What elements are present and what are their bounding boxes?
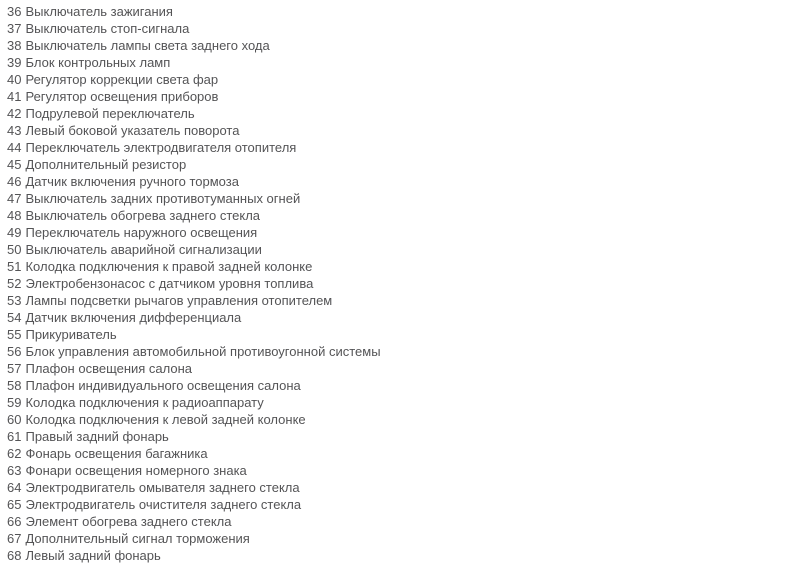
list-item — [7, 224, 787, 241]
list-item — [7, 377, 787, 394]
item-number: 55 — [7, 327, 22, 342]
list-item — [7, 156, 787, 173]
item-number: 57 — [7, 361, 22, 376]
item-number: 64 — [7, 480, 22, 495]
item-label: Выключатель задних противотуманных огней — [25, 191, 301, 206]
item-number: 62 — [7, 446, 22, 461]
item-label: Датчик включения дифференциала — [25, 310, 242, 325]
item-number: 49 — [7, 225, 22, 240]
item-label: Выключатель стоп-сигнала — [25, 21, 190, 36]
list-item — [7, 394, 787, 411]
item-number: 66 — [7, 514, 22, 529]
item-number: 46 — [7, 174, 22, 189]
item-number: 44 — [7, 140, 22, 155]
item-number: 38 — [7, 38, 22, 53]
item-number: 41 — [7, 89, 22, 104]
item-number: 58 — [7, 378, 22, 393]
item-label: Датчик включения ручного тормоза — [25, 174, 239, 189]
item-number: 36 — [7, 4, 22, 19]
item-label: Колодка подключения к правой задней колонке — [25, 259, 313, 274]
list-item — [7, 445, 787, 462]
list-item — [7, 207, 787, 224]
item-label: Блок управления автомобильной противоугонной системы — [25, 344, 381, 359]
list-item — [7, 71, 787, 88]
item-number: 40 — [7, 72, 22, 87]
item-number: 50 — [7, 242, 22, 257]
item-label: Плафон индивидуального освещения салона — [25, 378, 301, 393]
list-item — [7, 20, 787, 37]
list-item — [7, 496, 787, 513]
item-label: Плафон освещения салона — [25, 361, 193, 376]
list-item — [7, 258, 787, 275]
item-number: 53 — [7, 293, 22, 308]
item-number: 47 — [7, 191, 22, 206]
list-item — [7, 54, 787, 71]
item-label: Дополнительный резистор — [25, 157, 187, 172]
item-number: 61 — [7, 429, 22, 444]
item-number: 42 — [7, 106, 22, 121]
item-label: Колодка подключения к левой задней колонке — [25, 412, 306, 427]
item-label: Выключатель аварийной сигнализации — [25, 242, 262, 257]
list-item — [7, 343, 787, 360]
list-item — [7, 530, 787, 547]
list-item — [7, 139, 787, 156]
list-item — [7, 3, 787, 20]
list-item — [7, 292, 787, 309]
item-number: 52 — [7, 276, 22, 291]
item-label: Электродвигатель омывателя заднего стекла — [25, 480, 300, 495]
item-number: 68 — [7, 548, 22, 563]
list-item — [7, 326, 787, 343]
item-label: Переключатель электродвигателя отопителя — [25, 140, 297, 155]
item-label: Левый задний фонарь — [25, 548, 161, 563]
list-item — [7, 411, 787, 428]
item-label: Подрулевой переключатель — [25, 106, 195, 121]
item-label: Правый задний фонарь — [25, 429, 169, 444]
item-number: 56 — [7, 344, 22, 359]
list-item — [7, 479, 787, 496]
item-number: 39 — [7, 55, 22, 70]
item-label: Электродвигатель очистителя заднего стекла — [25, 497, 302, 512]
item-label: Выключатель зажигания — [25, 4, 173, 19]
list-item — [7, 309, 787, 326]
item-number: 54 — [7, 310, 22, 325]
item-number: 48 — [7, 208, 22, 223]
item-label: Электробензонасос с датчиком уровня топлива — [25, 276, 314, 291]
item-number: 65 — [7, 497, 22, 512]
list-item — [7, 241, 787, 258]
item-label: Блок контрольных ламп — [25, 55, 171, 70]
item-number: 37 — [7, 21, 22, 36]
item-number: 45 — [7, 157, 22, 172]
list-item — [7, 360, 787, 377]
list-item — [7, 513, 787, 530]
list-item — [7, 122, 787, 139]
item-number: 67 — [7, 531, 22, 546]
list-item — [7, 275, 787, 292]
list-item — [7, 190, 787, 207]
item-label: Лампы подсветки рычагов управления отопителем — [25, 293, 333, 308]
item-label: Переключатель наружного освещения — [25, 225, 258, 240]
item-label: Элемент обогрева заднего стекла — [25, 514, 232, 529]
item-label: Дополнительный сигнал торможения — [25, 531, 250, 546]
item-label: Выключатель лампы света заднего хода — [25, 38, 270, 53]
list-item — [7, 462, 787, 479]
item-label: Регулятор коррекции света фар — [25, 72, 219, 87]
item-number: 59 — [7, 395, 22, 410]
item-label: Прикуриватель — [25, 327, 117, 342]
list-item — [7, 105, 787, 122]
item-label: Фонарь освещения багажника — [25, 446, 208, 461]
list-item — [7, 547, 787, 564]
item-number: 43 — [7, 123, 22, 138]
item-label: Выключатель обогрева заднего стекла — [25, 208, 261, 223]
item-number: 51 — [7, 259, 22, 274]
item-number: 60 — [7, 412, 22, 427]
item-label: Колодка подключения к радиоаппарату — [25, 395, 264, 410]
item-label: Регулятор освещения приборов — [25, 89, 219, 104]
list-item — [7, 88, 787, 105]
item-number: 63 — [7, 463, 22, 478]
list-item — [7, 37, 787, 54]
list-item — [7, 173, 787, 190]
item-label: Левый боковой указатель поворота — [25, 123, 240, 138]
list-item — [7, 428, 787, 445]
item-label: Фонари освещения номерного знака — [25, 463, 247, 478]
